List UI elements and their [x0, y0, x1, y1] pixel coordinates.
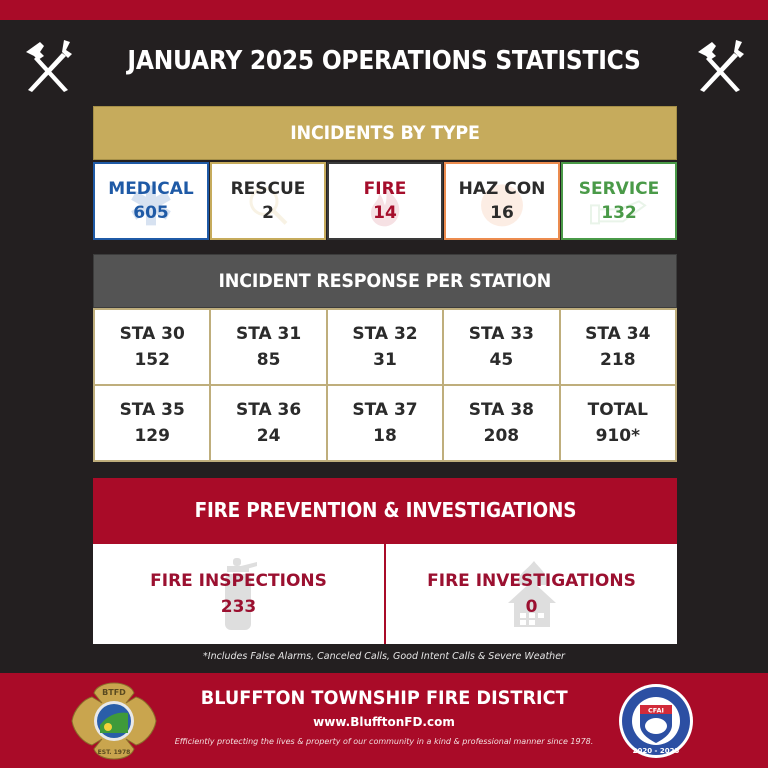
station-cell: [328, 310, 442, 384]
website-link[interactable]: www.BlufftonFD.com: [313, 715, 455, 729]
incident-type-row: [93, 162, 677, 240]
station-cell: [444, 386, 558, 460]
fire-prevention-section: [93, 478, 677, 644]
incident-type-medical: [93, 162, 209, 240]
station-label: STA 33: [468, 324, 535, 344]
station-cell: [561, 310, 675, 384]
incident-type-value: 132: [601, 203, 637, 223]
station-cell: [211, 386, 325, 460]
station-label: STA 35: [119, 400, 185, 420]
station-value: 218: [600, 350, 636, 370]
station-grid: [93, 308, 677, 462]
station-label: STA 36: [235, 400, 302, 420]
prevention-label: FIRE INSPECTIONS: [150, 571, 327, 591]
station-value: 31: [373, 350, 397, 370]
station-value: 152: [134, 350, 170, 370]
title-banner: [0, 20, 768, 106]
incident-type-label: FIRE: [363, 179, 407, 199]
station-label: STA 34: [585, 324, 651, 344]
station-value: 910*: [595, 426, 640, 446]
incident-type-value: 2: [262, 203, 274, 223]
prevention-label: FIRE INVESTIGATIONS: [427, 571, 636, 591]
incident-type-label: HAZ CON: [458, 179, 546, 199]
station-value: 85: [256, 350, 281, 370]
svg-text:CFAI: CFAI: [648, 706, 664, 715]
station-label: STA 30: [119, 324, 185, 344]
incident-type-fire: [327, 162, 443, 240]
svg-text:EST. 1978: EST. 1978: [97, 749, 131, 756]
prevention-row: [93, 542, 677, 644]
crossed-axe-halligan-icon: [692, 36, 748, 94]
incident-type-hazcon: [444, 162, 560, 240]
station-cell: [328, 386, 442, 460]
station-cell: [211, 310, 325, 384]
incident-type-value: 605: [133, 203, 169, 223]
section-header: [93, 478, 677, 542]
incident-type-value: 14: [373, 203, 397, 223]
station-value: 45: [489, 350, 514, 370]
section-title: FIRE PREVENTION & INVESTIGATIONS: [194, 498, 576, 522]
station-label: STA 38: [468, 400, 535, 420]
organization-name-text: BLUFFTON TOWNSHIP FIRE DISTRICT: [200, 687, 568, 709]
fire-investigations-cell: [386, 544, 677, 644]
section-header: [93, 254, 677, 308]
mission-statement: Efficiently protecting the lives & property of our community in a kind & professional manner since 1978.: [174, 737, 594, 746]
section-header: [93, 106, 677, 160]
incidents-by-type-section: [93, 106, 677, 240]
station-label: STA 31: [235, 324, 302, 344]
footer: [0, 673, 768, 768]
section-title: INCIDENT RESPONSE PER STATION: [218, 270, 552, 292]
station-value: 18: [373, 426, 397, 446]
incident-type-label: MEDICAL: [108, 179, 194, 199]
station-value: 208: [483, 426, 520, 446]
section-title: INCIDENTS BY TYPE: [290, 122, 480, 144]
station-label: TOTAL: [587, 400, 648, 420]
footnote: *Includes False Alarms, Canceled Calls, Good Intent Calls & Severe Weather: [203, 651, 565, 662]
incident-type-service: [561, 162, 677, 240]
svg-text:BTFD: BTFD: [102, 688, 126, 697]
station-value: 24: [256, 426, 281, 446]
station-cell: [95, 386, 209, 460]
fire-inspections-cell: [93, 544, 384, 644]
prevention-value: 0: [525, 597, 538, 617]
station-cell: [95, 310, 209, 384]
incident-type-label: RESCUE: [230, 179, 306, 199]
station-label: STA 32: [352, 324, 418, 344]
prevention-value: 233: [220, 597, 257, 617]
station-response-section: [93, 254, 677, 462]
incident-type-label: SERVICE: [578, 179, 660, 199]
station-value: 129: [134, 426, 170, 446]
station-label: STA 37: [352, 400, 418, 420]
cfai-accreditation-badge: [618, 683, 694, 759]
incident-type-rescue: [210, 162, 326, 240]
station-total-cell: [561, 386, 675, 460]
station-cell: [444, 310, 558, 384]
page-title: JANUARY 2025 OPERATIONS STATISTICS: [127, 46, 641, 76]
svg-text:2020 - 2025: 2020 - 2025: [632, 747, 680, 755]
top-accent-bar: [0, 0, 768, 20]
incident-type-value: 16: [490, 203, 514, 223]
